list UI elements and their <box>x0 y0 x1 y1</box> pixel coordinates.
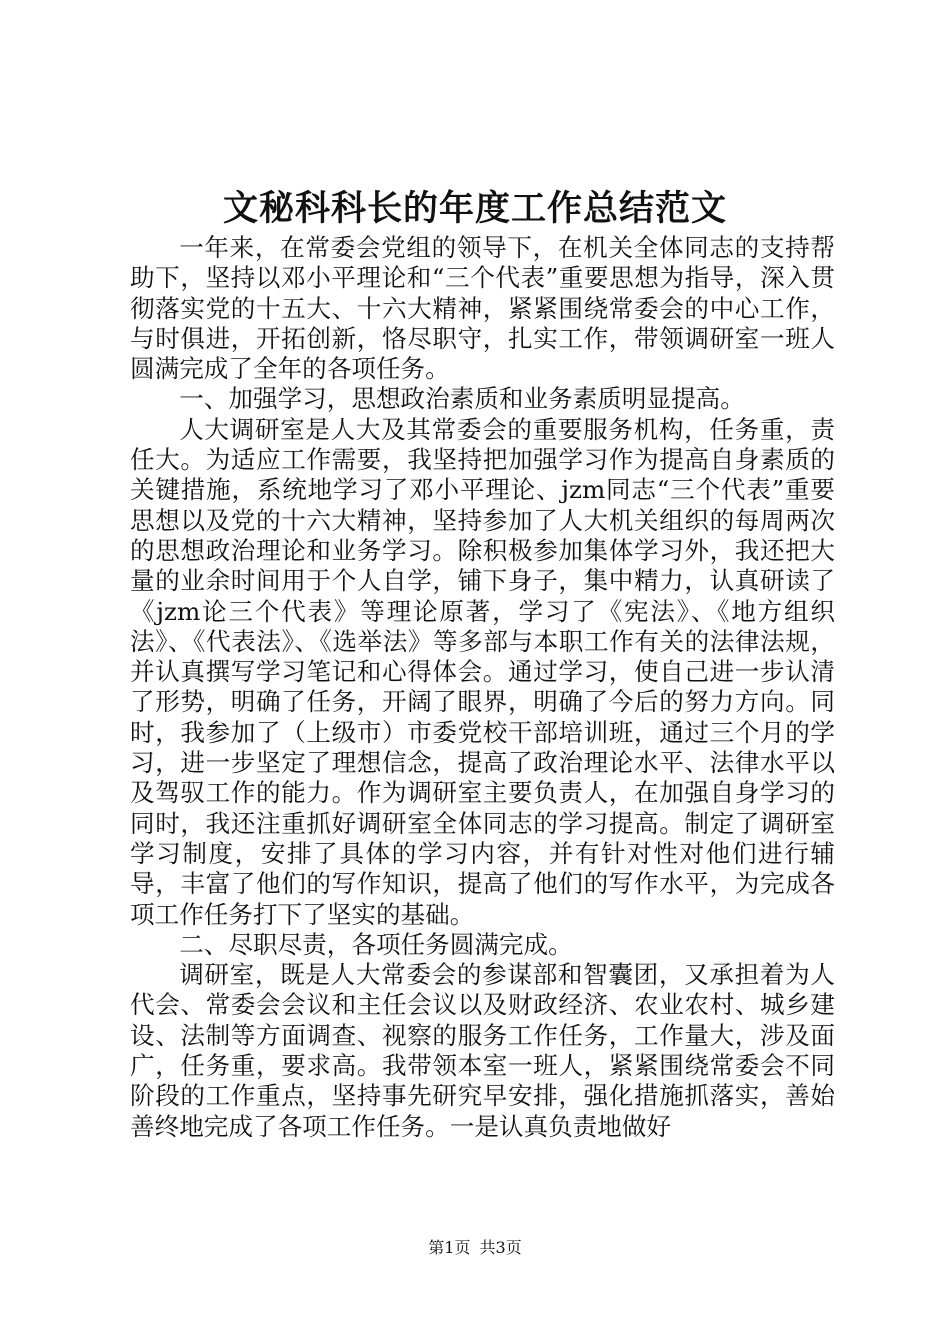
page-footer: 第1页 共3页 <box>428 1238 522 1257</box>
section-heading-2: 二、尽职尽责，各项任务圆满完成。 <box>179 929 573 959</box>
paragraph-intro: 一年来，在常委会党组的领导下，在机关全体同志的支持帮助下，坚持以邓小平理论和“三个代表”重要思想为指导，深入贯彻落实党的十五大、十六大精神，紧紧围绕常委会的中心工作，与时俱进，开拓创新，恪尽职守，扎实工作，带领调研室一班人圆满完成了全年的各项任务。 <box>130 233 835 384</box>
document-title: 文秘科科长的年度工作总结范文 <box>222 188 727 229</box>
section-heading-1: 一、加强学习，思想政治素质和业务素质明显提高。 <box>179 384 745 414</box>
paragraph-study: 人大调研室是人大及其常委会的重要服务机构，任务重，责任大。为适应工作需要，我坚持把加强学习作为提高自身素质的关键措施，系统地学习了邓小平理论、jzm同志“三个代表”重要思想以及党的十六大精神，坚持参加了人大机关组织的每周两次的思想政治理论和业务学习。除积极参加集体学习外，我还把大量的业余时间用于个人自学，铺下身子，集中精力，认真研读了《jzm论三个代表》等理论原著，学习了《宪法》、《地方组织法》、《代表法》、《选举法》等多部与本职工作有关的法律法规，并认真撰写学习笔记和心得体会。通过学习，使自己进一步认清了形势，明确了任务，开阔了眼界，明确了今后的努力方向。同时，我参加了（上级市）市委党校干部培训班，通过三个月的学习，进一步坚定了理想信念，提高了政治理论水平、法律水平以及驾驭工作的能力。作为调研室主要负责人，在加强自身学习的同时，我还注重抓好调研室全体同志的学习提高。制定了调研室学习制度，安排了具体的学习内容，并有针对性对他们进行辅导，丰富了他们的写作知识，提高了他们的写作水平，为完成各项工作任务打下了坚实的基础。 <box>130 414 835 929</box>
document-body <box>130 233 835 1142</box>
paragraph-duties: 调研室，既是人大常委会的参谋部和智囊团，又承担着为人代会、常委会会议和主任会议以及财政经济、农业农村、城乡建设、法制等方面调查、视察的服务工作任务，工作量大，涉及面广，任务重，要求高。我带领本室一班人，紧紧围绕常委会不同阶段的工作重点，坚持事先研究早安排，强化措施抓落实，善始善终地完成了各项工作任务。一是认真负责地做好 <box>130 960 835 1141</box>
